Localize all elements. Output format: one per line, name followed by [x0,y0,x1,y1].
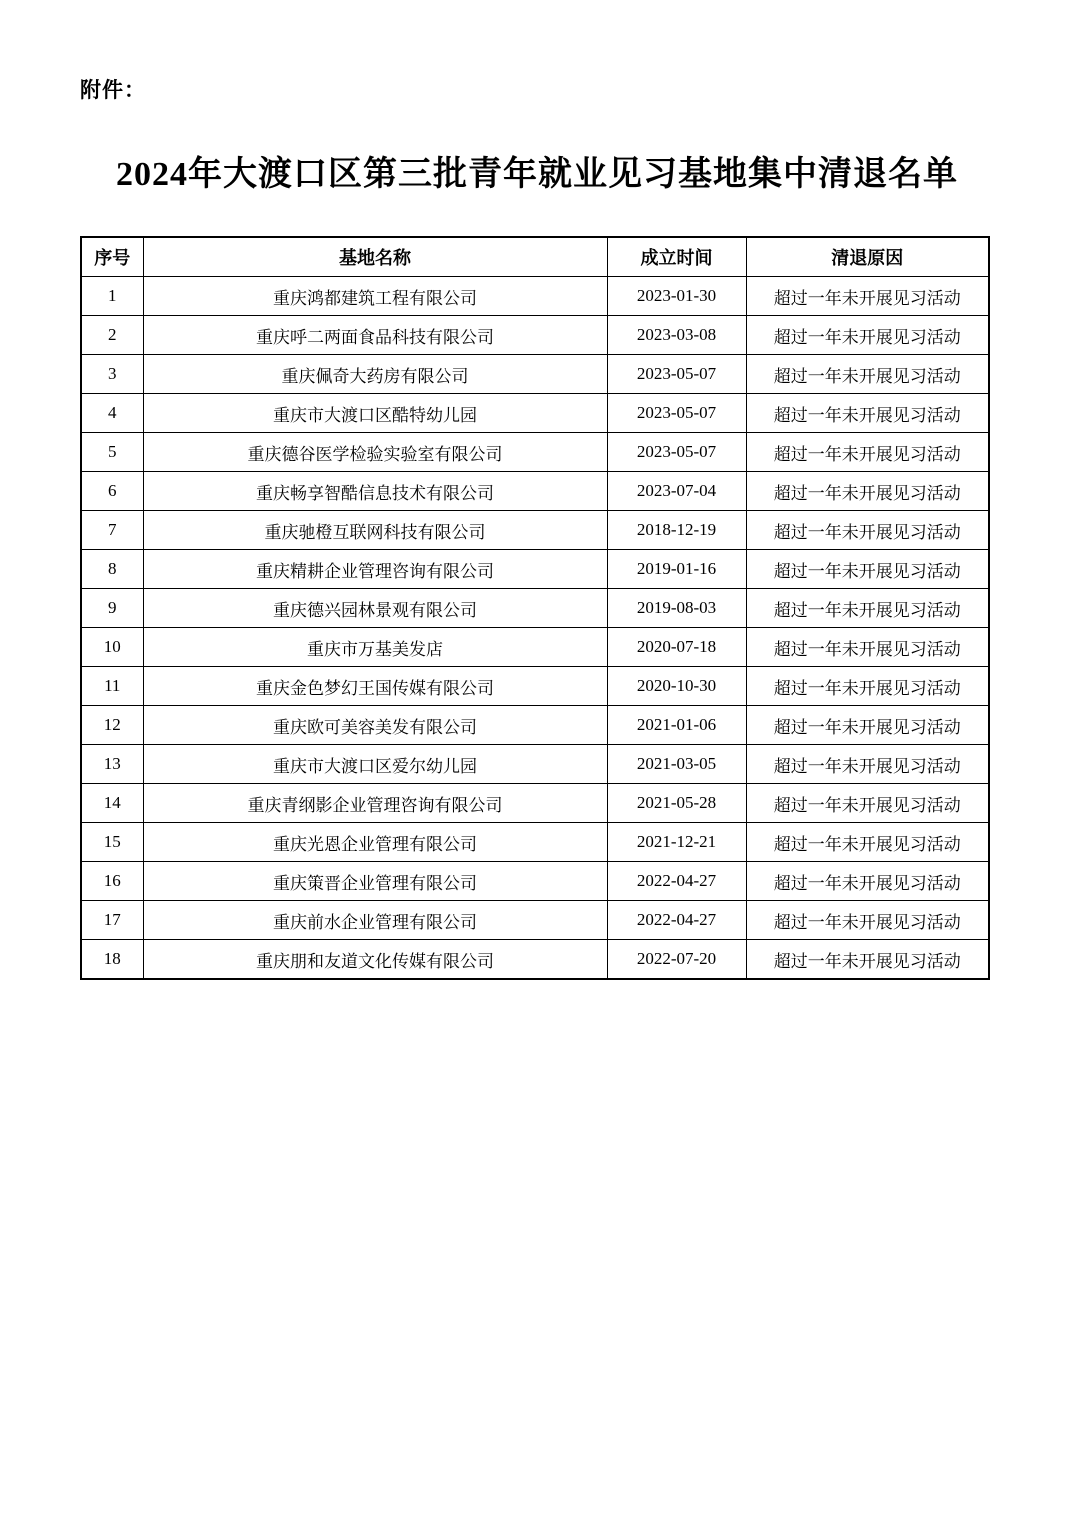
cell-name: 重庆呼二两面食品科技有限公司 [143,316,607,355]
cell-no: 11 [81,667,143,706]
table-row [81,823,989,862]
table-row [81,901,989,940]
cell-name: 重庆市万基美发店 [143,628,607,667]
cell-no: 10 [81,628,143,667]
cell-no: 1 [81,277,143,316]
cell-no: 3 [81,355,143,394]
cell-name: 重庆市大渡口区爱尔幼儿园 [143,745,607,784]
cell-reason: 超过一年未开展见习活动 [746,745,989,784]
cell-name: 重庆畅享智酷信息技术有限公司 [143,472,607,511]
table-row [81,277,989,316]
cell-reason: 超过一年未开展见习活动 [746,862,989,901]
cell-reason: 超过一年未开展见习活动 [746,706,989,745]
attachment-label: 附件： [80,79,146,102]
column-header: 序号 [81,237,143,277]
cell-date: 2022-04-27 [607,901,746,940]
cell-reason: 超过一年未开展见习活动 [746,472,989,511]
cell-reason: 超过一年未开展见习活动 [746,628,989,667]
table-header-row [81,237,989,277]
table-row [81,628,989,667]
table-row [81,511,989,550]
cell-date: 2022-04-27 [607,862,746,901]
cell-no: 13 [81,745,143,784]
table-row [81,940,989,980]
cell-name: 重庆欧可美容美发有限公司 [143,706,607,745]
cell-reason: 超过一年未开展见习活动 [746,940,989,980]
cell-reason: 超过一年未开展见习活动 [746,316,989,355]
cell-reason: 超过一年未开展见习活动 [746,277,989,316]
column-header: 基地名称 [143,237,607,277]
cell-reason: 超过一年未开展见习活动 [746,823,989,862]
table-row [81,433,989,472]
cell-no: 17 [81,901,143,940]
cell-no: 15 [81,823,143,862]
table-row [81,784,989,823]
cell-name: 重庆精耕企业管理咨询有限公司 [143,550,607,589]
table-row [81,355,989,394]
cell-date: 2023-05-07 [607,433,746,472]
cell-name: 重庆金色梦幻王国传媒有限公司 [143,667,607,706]
table-row [81,745,989,784]
cell-date: 2019-08-03 [607,589,746,628]
cell-reason: 超过一年未开展见习活动 [746,901,989,940]
cell-no: 2 [81,316,143,355]
cell-name: 重庆德兴园林景观有限公司 [143,589,607,628]
cell-reason: 超过一年未开展见习活动 [746,394,989,433]
cell-name: 重庆青纲影企业管理咨询有限公司 [143,784,607,823]
cell-no: 6 [81,472,143,511]
table-row [81,394,989,433]
cell-reason: 超过一年未开展见习活动 [746,667,989,706]
cell-date: 2021-12-21 [607,823,746,862]
cell-name: 重庆策晋企业管理有限公司 [143,862,607,901]
cell-name: 重庆鸿都建筑工程有限公司 [143,277,607,316]
table-row [81,589,989,628]
cell-name: 重庆驰橙互联网科技有限公司 [143,511,607,550]
cell-reason: 超过一年未开展见习活动 [746,589,989,628]
table-row [81,316,989,355]
cell-name: 重庆前水企业管理有限公司 [143,901,607,940]
cleanup-roster-table [80,236,990,980]
table-row [81,706,989,745]
cell-name: 重庆光恩企业管理有限公司 [143,823,607,862]
cell-date: 2020-07-18 [607,628,746,667]
cell-name: 重庆德谷医学检验实验室有限公司 [143,433,607,472]
cell-date: 2020-10-30 [607,667,746,706]
cell-no: 5 [81,433,143,472]
cell-no: 16 [81,862,143,901]
cell-name: 重庆朋和友道文化传媒有限公司 [143,940,607,980]
cell-name: 重庆佩奇大药房有限公司 [143,355,607,394]
cell-no: 7 [81,511,143,550]
cell-reason: 超过一年未开展见习活动 [746,433,989,472]
cell-date: 2021-03-05 [607,745,746,784]
table-row [81,862,989,901]
cell-no: 9 [81,589,143,628]
cell-date: 2021-05-28 [607,784,746,823]
cell-reason: 超过一年未开展见习活动 [746,784,989,823]
table-row [81,667,989,706]
column-header: 清退原因 [746,237,989,277]
cell-name: 重庆市大渡口区酷特幼儿园 [143,394,607,433]
table-body [81,277,989,980]
cell-date: 2023-03-08 [607,316,746,355]
page-title: 2024年大渡口区第三批青年就业见习基地集中清退名单 [116,156,958,193]
cell-date: 2023-05-07 [607,355,746,394]
cell-reason: 超过一年未开展见习活动 [746,355,989,394]
cell-date: 2022-07-20 [607,940,746,980]
table-row [81,472,989,511]
cell-no: 12 [81,706,143,745]
cell-no: 8 [81,550,143,589]
cell-date: 2023-07-04 [607,472,746,511]
cell-reason: 超过一年未开展见习活动 [746,511,989,550]
cell-no: 14 [81,784,143,823]
cell-no: 18 [81,940,143,980]
cell-date: 2019-01-16 [607,550,746,589]
cell-date: 2021-01-06 [607,706,746,745]
cell-reason: 超过一年未开展见习活动 [746,550,989,589]
table-row [81,550,989,589]
cell-no: 4 [81,394,143,433]
cell-date: 2018-12-19 [607,511,746,550]
cell-date: 2023-05-07 [607,394,746,433]
cell-date: 2023-01-30 [607,277,746,316]
column-header: 成立时间 [607,237,746,277]
